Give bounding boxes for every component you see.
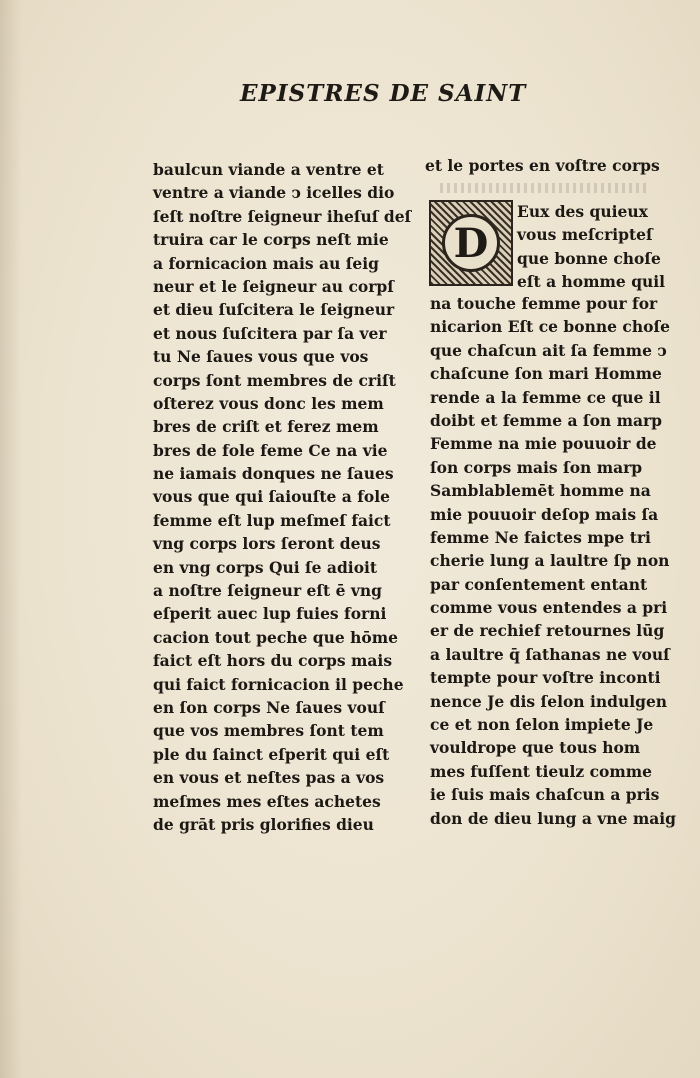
text-line: nicarion Eſt ce bonne choſe (430, 317, 670, 337)
text-line: tempte pour voſtre inconti (430, 668, 661, 688)
text-line: tu Ne ſaues vous que vos (153, 347, 369, 367)
text-line: ie ſuis mais chaſcun a pris (430, 785, 660, 805)
faint-printing-mark (440, 183, 650, 193)
text-line: que chaſcun ait ſa femme ↄ (430, 340, 667, 360)
text-line: a fornicacion mais au ſeig (153, 253, 379, 273)
running-title: EPISTRES DE SAINT (240, 80, 527, 107)
text-line: rende a la femme ce que il (430, 387, 661, 407)
text-line: oſterez vous donc les mem (153, 393, 384, 413)
text-line: cacion tout peche que hōme (153, 627, 399, 647)
text-line: eſt a homme quil (517, 272, 666, 292)
text-line: bres de fole feme Ce na vie (153, 440, 388, 460)
text-line: vous que qui ſaiouſte a fole (153, 487, 390, 507)
text-line: comme vous entendes a pri (430, 598, 668, 618)
text-line: ple du ſainct eſperit qui eſt (153, 744, 390, 764)
text-line: cherie lung a laultre ſp non (430, 551, 670, 571)
text-line: et le portes en voſtre corps (425, 156, 660, 175)
text-line: er de rechief retournes lūg (430, 621, 665, 641)
text-line: truira car le corps neſt mie (153, 230, 389, 250)
text-line: a noſtre ſeigneur eſt ē vng (153, 581, 382, 601)
text-line: que bonne choſe (517, 248, 661, 268)
text-line: bres de criſt et ferez mem (153, 417, 379, 437)
text-line: faict eſt hors du corps mais (153, 651, 393, 671)
text-line: vouldrope que tous hom (430, 738, 641, 758)
text-line: et dieu ſuſcitera le ſeigneur (153, 300, 395, 320)
text-line: en ſon corps Ne ſaues vouſ (153, 697, 385, 717)
text-line: a laultre q̄ ſathanas ne vouſ (430, 644, 670, 664)
text-line: doibt et femme a ſon marp (430, 410, 663, 430)
text-line: ſeſt noſtre ſeigneur iheſuſ deſ (153, 206, 412, 226)
text-line: ce et non ſelon impiete Je (430, 715, 654, 735)
text-line: que vos membres ſont tem (153, 721, 384, 741)
text-line: vng corps lors ſeront deus (153, 534, 381, 554)
text-line: meſmes mes eſtes achetes (153, 791, 381, 811)
text-line: baulcun viande a ventre et (153, 160, 384, 179)
text-line: Samblablemēt homme na (430, 481, 651, 501)
text-line: eſperit auec lup fuies forni (153, 604, 387, 624)
text-line: don de dieu lung a vne maig (430, 808, 676, 828)
text-line: femme eſt lup meſmeſ faict (153, 510, 391, 530)
text-line: ventre a viande ↄ icelles dio (153, 183, 395, 203)
right-text-column (430, 292, 680, 830)
text-line: par conſentement entant (430, 574, 648, 594)
decorated-initial (429, 200, 513, 286)
text-line: vous meſcripteſ (517, 225, 653, 245)
text-line: Eux des quieux (517, 202, 648, 221)
initial-letter: D (442, 214, 500, 272)
text-line: qui faict fornicacion il peche (153, 674, 404, 694)
left-text-column (153, 158, 412, 836)
text-line: en vng corps Qui ſe adioit (153, 557, 378, 577)
right-column-top-line (425, 154, 665, 177)
text-line: mes fuſſent tieulz comme (430, 761, 653, 781)
text-line: mie pouuoir deſop mais ſa (430, 504, 659, 524)
text-line: et nous ſuſcitera par ſa ver (153, 323, 387, 343)
text-line: ne iamais donques ne ſaues (153, 464, 394, 484)
text-line: en vous et neſtes pas a vos (153, 768, 385, 788)
text-line: na touche femme pour for (430, 294, 658, 313)
page-gutter-shadow (0, 0, 22, 1078)
text-line: femme Ne faictes mpe tri (430, 527, 651, 547)
text-line: corps ſont membres de criſt (153, 370, 396, 390)
text-line: ſon corps mais ſon marp (430, 457, 643, 477)
text-line: neur et le ſeigneur au corpſ (153, 276, 394, 296)
text-line: chaſcune ſon mari Homme (430, 364, 662, 384)
text-line: de grāt pris glorifies dieu (153, 814, 374, 834)
text-line: nence Je dis ſelon indulgen (430, 691, 668, 711)
text-line: Femme na mie pouuoir de (430, 434, 657, 454)
right-column-indented-text (517, 200, 677, 294)
